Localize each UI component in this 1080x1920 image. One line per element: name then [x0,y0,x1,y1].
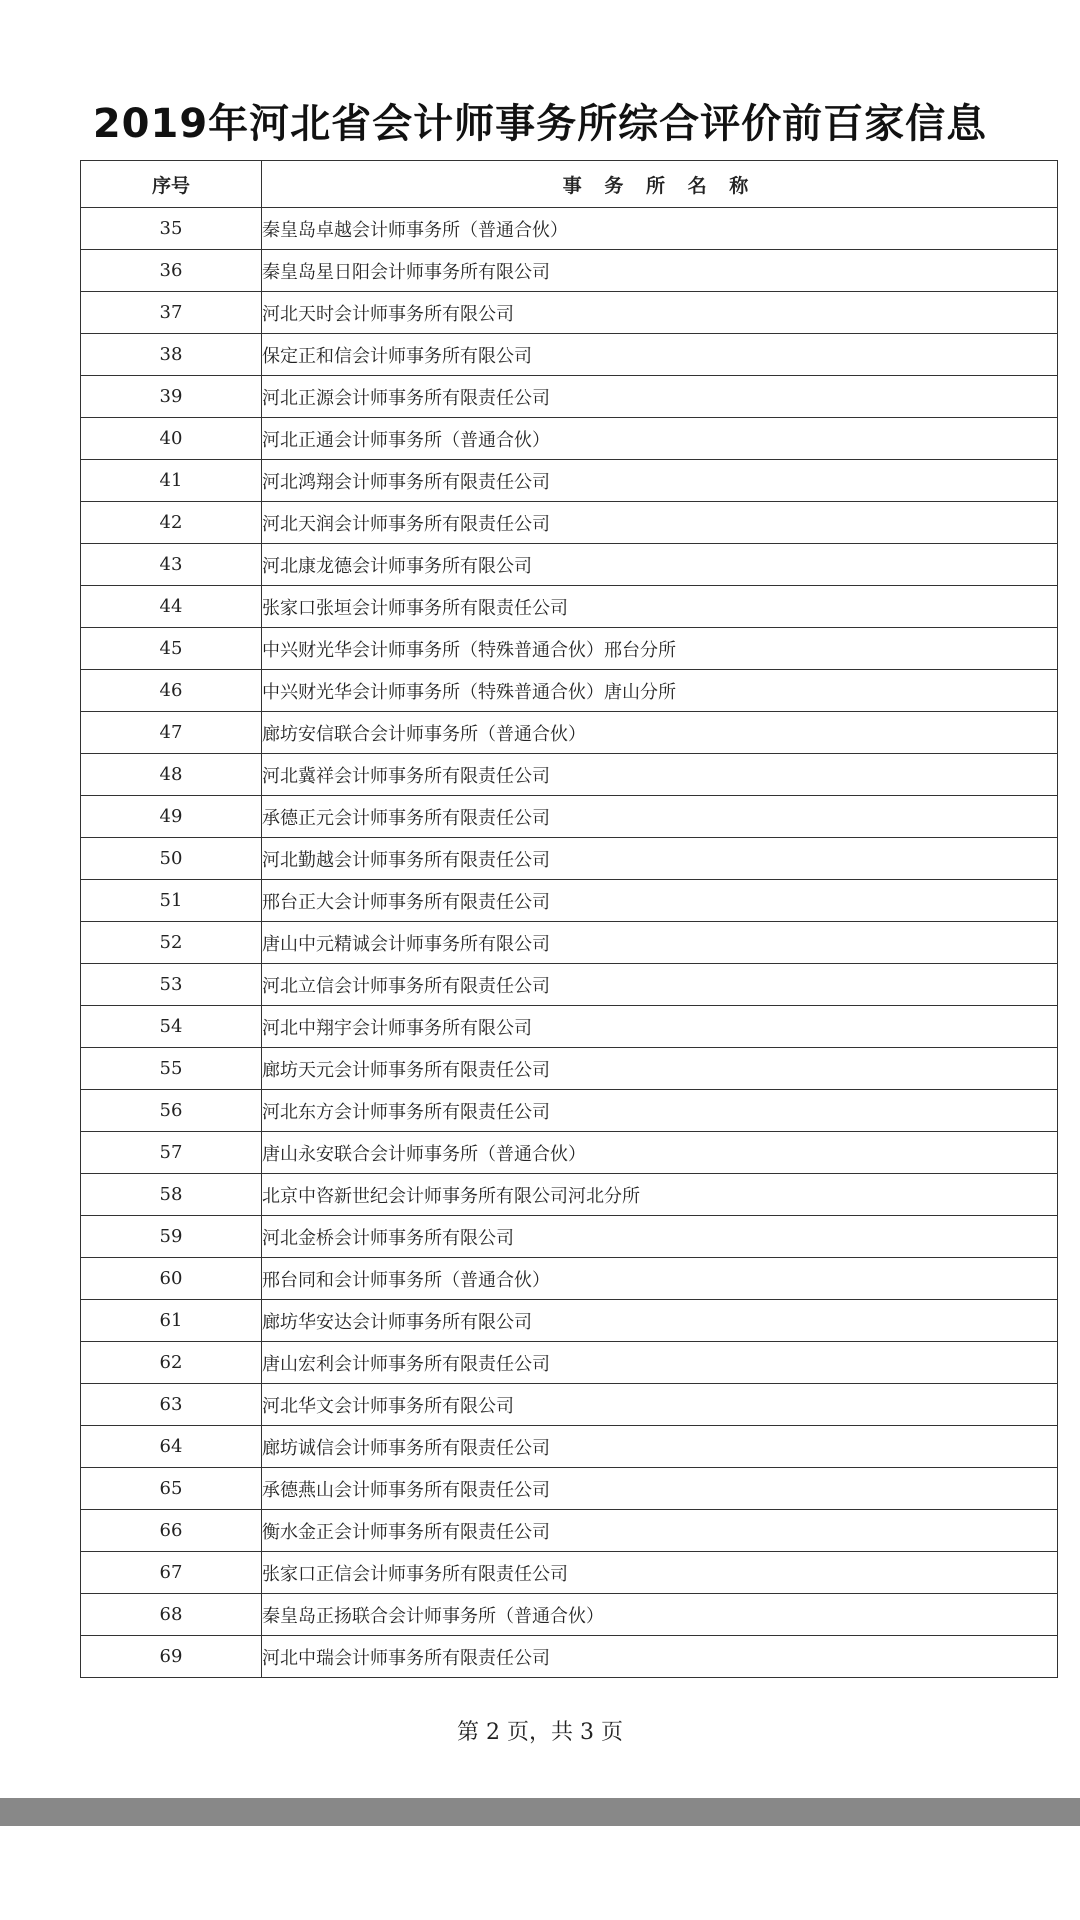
row-serial-number: 65 [81,1468,262,1510]
table-row [81,838,1058,880]
table-header-row [81,161,1058,208]
table-row [81,712,1058,754]
page-number: 第 2 页，共 3 页 [457,1720,623,1745]
row-firm-name: 廊坊天元会计师事务所有限责任公司 [262,1048,1058,1090]
table-row [81,334,1058,376]
row-firm-name: 中兴财光华会计师事务所（特殊普通合伙）唐山分所 [262,670,1058,712]
table-row [81,502,1058,544]
row-firm-name: 廊坊安信联合会计师事务所（普通合伙） [262,712,1058,754]
table-row [81,1258,1058,1300]
row-firm-name: 承德燕山会计师事务所有限责任公司 [262,1468,1058,1510]
table-row [81,964,1058,1006]
row-firm-name: 廊坊诚信会计师事务所有限责任公司 [262,1426,1058,1468]
row-serial-number: 42 [81,502,262,544]
row-serial-number: 41 [81,460,262,502]
row-serial-number: 46 [81,670,262,712]
row-firm-name: 保定正和信会计师事务所有限公司 [262,334,1058,376]
row-firm-name: 河北中翔宇会计师事务所有限公司 [262,1006,1058,1048]
row-serial-number: 69 [81,1636,262,1678]
row-serial-number: 66 [81,1510,262,1552]
table-row [81,1174,1058,1216]
row-firm-name: 河北正源会计师事务所有限责任公司 [262,376,1058,418]
row-firm-name: 河北金桥会计师事务所有限公司 [262,1216,1058,1258]
table-row [81,1468,1058,1510]
row-firm-name: 河北华文会计师事务所有限公司 [262,1384,1058,1426]
page-title: 2019年河北省会计师事务所综合评价前百家信息 [92,101,988,147]
row-serial-number: 40 [81,418,262,460]
table-row [81,1342,1058,1384]
row-firm-name: 唐山永安联合会计师事务所（普通合伙） [262,1132,1058,1174]
row-serial-number: 47 [81,712,262,754]
row-firm-name: 秦皇岛正扬联合会计师事务所（普通合伙） [262,1594,1058,1636]
row-firm-name: 邢台正大会计师事务所有限责任公司 [262,880,1058,922]
row-serial-number: 52 [81,922,262,964]
header-firm-name: 事 务 所 名 称 [262,161,1058,208]
table-row [81,460,1058,502]
row-serial-number: 60 [81,1258,262,1300]
table-row [81,418,1058,460]
row-firm-name: 中兴财光华会计师事务所（特殊普通合伙）邢台分所 [262,628,1058,670]
row-serial-number: 63 [81,1384,262,1426]
row-serial-number: 44 [81,586,262,628]
row-firm-name: 河北康龙德会计师事务所有限公司 [262,544,1058,586]
row-serial-number: 54 [81,1006,262,1048]
table-row [81,1384,1058,1426]
row-serial-number: 39 [81,376,262,418]
table-row [81,208,1058,250]
header-serial-number: 序号 [81,161,262,208]
table-row [81,1300,1058,1342]
table-row [81,250,1058,292]
row-serial-number: 62 [81,1342,262,1384]
table-row [81,796,1058,838]
table-row [81,880,1058,922]
row-firm-name: 北京中咨新世纪会计师事务所有限公司河北分所 [262,1174,1058,1216]
table-row [81,292,1058,334]
table-row [81,922,1058,964]
row-serial-number: 67 [81,1552,262,1594]
table-row [81,1132,1058,1174]
firm-table [80,160,1058,1678]
table-row [81,586,1058,628]
row-serial-number: 45 [81,628,262,670]
row-firm-name: 河北天润会计师事务所有限责任公司 [262,502,1058,544]
row-serial-number: 51 [81,880,262,922]
row-serial-number: 53 [81,964,262,1006]
row-firm-name: 邢台同和会计师事务所（普通合伙） [262,1258,1058,1300]
table-row [81,1048,1058,1090]
table-row [81,628,1058,670]
row-serial-number: 55 [81,1048,262,1090]
table-row [81,1510,1058,1552]
row-serial-number: 36 [81,250,262,292]
table-row [81,376,1058,418]
row-firm-name: 张家口张垣会计师事务所有限责任公司 [262,586,1058,628]
row-serial-number: 68 [81,1594,262,1636]
table-row [81,1090,1058,1132]
row-serial-number: 38 [81,334,262,376]
row-serial-number: 35 [81,208,262,250]
row-firm-name: 唐山中元精诚会计师事务所有限公司 [262,922,1058,964]
row-firm-name: 河北勤越会计师事务所有限责任公司 [262,838,1058,880]
row-firm-name: 秦皇岛星日阳会计师事务所有限公司 [262,250,1058,292]
table-row [81,1636,1058,1678]
row-firm-name: 唐山宏利会计师事务所有限责任公司 [262,1342,1058,1384]
table-row [81,670,1058,712]
row-firm-name: 承德正元会计师事务所有限责任公司 [262,796,1058,838]
row-firm-name: 河北中瑞会计师事务所有限责任公司 [262,1636,1058,1678]
table-row [81,1426,1058,1468]
row-serial-number: 49 [81,796,262,838]
row-serial-number: 61 [81,1300,262,1342]
row-firm-name: 衡水金正会计师事务所有限责任公司 [262,1510,1058,1552]
row-firm-name: 秦皇岛卓越会计师事务所（普通合伙） [262,208,1058,250]
row-serial-number: 43 [81,544,262,586]
table-row [81,1594,1058,1636]
row-firm-name: 河北立信会计师事务所有限责任公司 [262,964,1058,1006]
row-firm-name: 张家口正信会计师事务所有限责任公司 [262,1552,1058,1594]
row-firm-name: 河北鸿翔会计师事务所有限责任公司 [262,460,1058,502]
row-firm-name: 河北正通会计师事务所（普通合伙） [262,418,1058,460]
table-row [81,754,1058,796]
row-serial-number: 64 [81,1426,262,1468]
row-serial-number: 59 [81,1216,262,1258]
table-row [81,544,1058,586]
bottom-gray-bar [0,1798,1080,1826]
table-row [81,1552,1058,1594]
row-serial-number: 50 [81,838,262,880]
table-row [81,1216,1058,1258]
row-serial-number: 58 [81,1174,262,1216]
row-firm-name: 河北东方会计师事务所有限责任公司 [262,1090,1058,1132]
row-serial-number: 56 [81,1090,262,1132]
row-firm-name: 廊坊华安达会计师事务所有限公司 [262,1300,1058,1342]
row-serial-number: 48 [81,754,262,796]
table-row [81,1006,1058,1048]
row-serial-number: 37 [81,292,262,334]
row-firm-name: 河北天时会计师事务所有限公司 [262,292,1058,334]
row-serial-number: 57 [81,1132,262,1174]
row-firm-name: 河北冀祥会计师事务所有限责任公司 [262,754,1058,796]
